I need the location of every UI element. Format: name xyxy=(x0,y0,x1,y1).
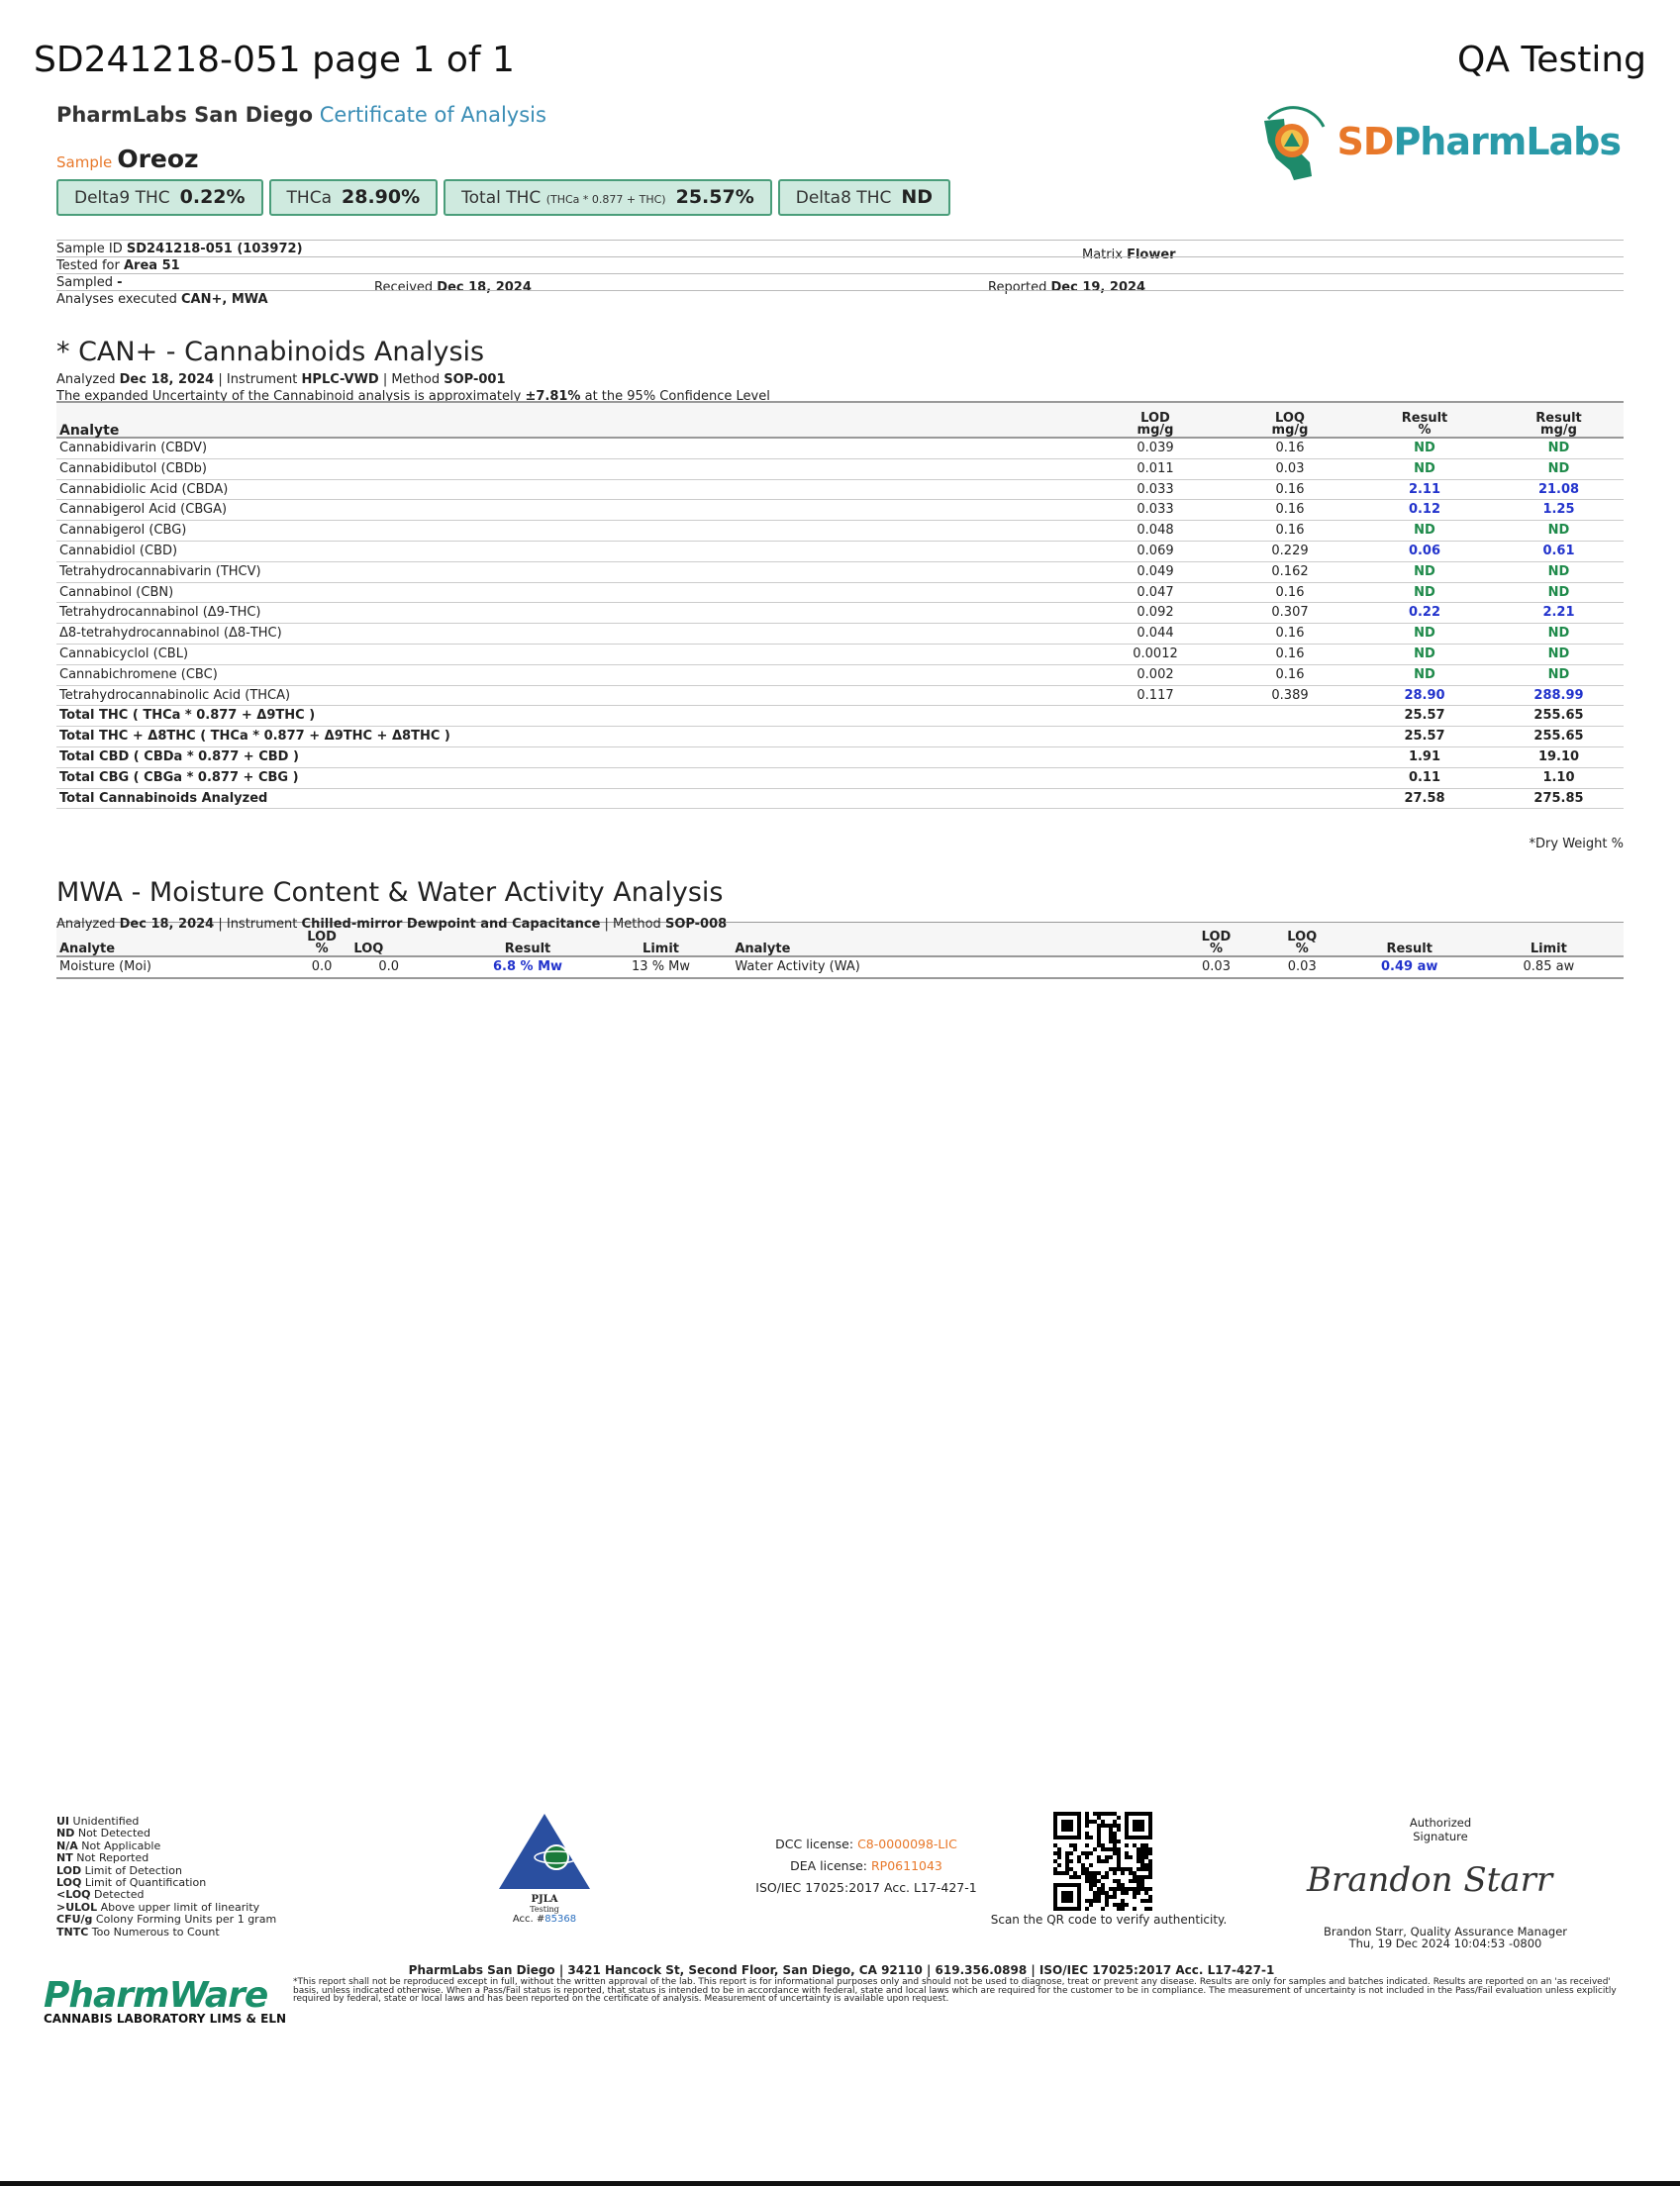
dcc-license: C8-0000098-LIC xyxy=(857,1837,957,1851)
signature-name: Brandon Starr, Quality Assurance Manager Thu, 19 Dec 2024 10:04:53 -0800 xyxy=(1323,1925,1568,1950)
total-pct: 27.58 xyxy=(1355,788,1494,809)
analyte-name: Cannabigerol (CBG) xyxy=(56,521,1086,542)
table-row xyxy=(56,458,1624,479)
col-lod: LOD mg/g xyxy=(1136,411,1174,438)
result-mg: 288.99 xyxy=(1494,685,1624,706)
analyte-name: Cannabidiolic Acid (CBDA) xyxy=(56,479,1086,500)
loq-value: 0.16 xyxy=(1225,664,1355,685)
dea-license: RP0611043 xyxy=(870,1858,942,1873)
legend-item: <LOQ Detected xyxy=(56,1888,145,1902)
mwa-header-row: Analyte LOD % LOQ Result Limit Analyte LOD % LOQ % Result Limit xyxy=(56,923,1624,956)
received-date: Dec 18, 2024 xyxy=(437,280,532,295)
result-pct: ND xyxy=(1355,644,1494,664)
loq-value: 0.16 xyxy=(1225,582,1355,603)
report-id-header: SD241218-051 page 1 of 1 xyxy=(34,40,515,80)
legend-item: UI Unidentified xyxy=(56,1815,140,1828)
analyte-name: Cannabidivarin (CBDV) xyxy=(56,438,1086,458)
col-loq: LOQ mg/g xyxy=(1271,411,1309,438)
pharmware-logo: PharmWare CANNABIS LABORATORY LIMS & ELN xyxy=(44,1975,287,2026)
can-meta: Analyzed Dec 18, 2024 | Instrument HPLC-VWD | Method SOP-001 xyxy=(56,372,506,387)
total-mg: 1.10 xyxy=(1494,767,1624,788)
table-row xyxy=(56,438,1624,458)
tested-for: Area 51 xyxy=(124,258,180,273)
qr-code[interactable] xyxy=(1053,1812,1152,1915)
loq-value: 0.03 xyxy=(1225,458,1355,479)
total-name: Total THC ( THCa * 0.877 + Δ9THC ) xyxy=(56,706,1086,727)
loq-value: 0.389 xyxy=(1225,685,1355,706)
iso-accreditation: ISO/IEC 17025:2017 Acc. L17-427-1 xyxy=(755,1880,977,1895)
total-name: Total THC + Δ8THC ( THCa * 0.877 + Δ9THC + Δ8THC ) xyxy=(56,727,1086,747)
sdpharmlabs-logo xyxy=(1250,97,1621,186)
col-result-mg: Result mg/g xyxy=(1535,411,1582,438)
result-mg: ND xyxy=(1494,561,1624,582)
signature-image xyxy=(1297,1849,1594,1913)
table-row xyxy=(56,603,1624,624)
result-mg: ND xyxy=(1494,582,1624,603)
potency-summary xyxy=(56,179,950,216)
total-row xyxy=(56,767,1624,788)
total-pct: 1.91 xyxy=(1355,746,1494,767)
total-mg: 275.85 xyxy=(1494,788,1624,809)
dry-weight-note: *Dry Weight % xyxy=(1529,837,1624,851)
result-pct: 28.90 xyxy=(1355,685,1494,706)
legend-item: >ULOL Above upper limit of linearity xyxy=(56,1900,260,1914)
result-pct: 2.11 xyxy=(1355,479,1494,500)
mwa-section-title: MWA - Moisture Content & Water Activity Analysis xyxy=(56,877,724,908)
result-pct: ND xyxy=(1355,438,1494,458)
result-mg: 21.08 xyxy=(1494,479,1624,500)
result-mg: ND xyxy=(1494,458,1624,479)
qr-caption: Scan the QR code to verify authenticity. xyxy=(990,1913,1228,1927)
analyte-name: Cannabicyclol (CBL) xyxy=(56,644,1086,664)
table-row xyxy=(56,685,1624,706)
lab-address: PharmLabs San Diego | 3421 Hancock St, Second Floor, San Diego, CA 92110 | 619.356.0898 | ISO/IEC 17025:2017 Acc. L17-427-1 xyxy=(408,1963,1275,1977)
result-pct: ND xyxy=(1355,664,1494,685)
reported-date: Dec 19, 2024 xyxy=(1050,280,1146,295)
qr-code-icon xyxy=(1053,1812,1152,1911)
result-pct: ND xyxy=(1355,458,1494,479)
matrix: Flower xyxy=(1127,248,1176,262)
lod-value: 0.0012 xyxy=(1086,644,1225,664)
california-map-icon xyxy=(1250,97,1337,186)
disclaimer: *This report shall not be reproduced except in full, without the written approval of the lab. This report is for informational purposes only and should not be used to diagnose, treat or prevent any disease. Results are only for samples and batches indicated. Results are reported on an 'as received' basis, unless indicated otherwise. When a Pass/Fail status is reported, that status is intended to be in accordance with federal, state and local laws which are required for the customer to be in compliance. The measurement of uncertainty is not included in the Pass/Fail evaluation unless explicitly required by federal, state or local laws and has been reported on the certificate of analysis. Measurement of uncertainty is available upon request. xyxy=(293,1977,1617,2004)
result-mg: ND xyxy=(1494,664,1624,685)
table-row xyxy=(56,561,1624,582)
total-name: Total CBD ( CBDa * 0.877 + CBD ) xyxy=(56,746,1086,767)
result-mg: ND xyxy=(1494,624,1624,645)
legend-item: NT Not Reported xyxy=(56,1851,149,1865)
pill-delta8: Delta8 THC ND xyxy=(778,179,950,216)
pjla-triangle-icon xyxy=(497,1812,592,1891)
total-name: Total Cannabinoids Analyzed xyxy=(56,788,1086,809)
lod-value: 0.069 xyxy=(1086,541,1225,561)
signature-label: Authorized Signature xyxy=(1409,1816,1472,1843)
table-row xyxy=(56,664,1624,685)
table-row xyxy=(56,479,1624,500)
loq-value: 0.16 xyxy=(1225,624,1355,645)
table-row xyxy=(56,582,1624,603)
total-row xyxy=(56,706,1624,727)
pill-delta9: Delta9 THC 0.22% xyxy=(56,179,263,216)
cannabinoids-table xyxy=(56,401,1624,809)
loq-value: 0.16 xyxy=(1225,438,1355,458)
license-info: DCC license: C8-0000098-LIC DEA license: RP0611043 ISO/IEC 17025:2017 Acc. L17-427-1 xyxy=(733,1834,1000,1899)
total-pct: 0.11 xyxy=(1355,767,1494,788)
total-row xyxy=(56,746,1624,767)
loq-value: 0.16 xyxy=(1225,479,1355,500)
table-row: Moisture (Moi) 0.0 0.0 6.8 % Mw 13 % Mw Water Activity (WA) 0.03 0.03 0.49 aw 0.85 aw xyxy=(56,956,1624,978)
table-row xyxy=(56,500,1624,521)
total-name: Total CBG ( CBGa * 0.877 + CBG ) xyxy=(56,767,1086,788)
pill-total-thc: Total THC (THCa * 0.877 + THC) 25.57% xyxy=(444,179,772,216)
loq-value: 0.16 xyxy=(1225,521,1355,542)
result-mg: ND xyxy=(1494,438,1624,458)
qa-testing-header: QA Testing xyxy=(1457,40,1646,80)
lod-value: 0.033 xyxy=(1086,500,1225,521)
loq-value: 0.307 xyxy=(1225,603,1355,624)
analyte-name: Δ8-tetrahydrocannabinol (Δ8-THC) xyxy=(56,624,1086,645)
analyte-name: Cannabinol (CBN) xyxy=(56,582,1086,603)
col-result-pct: Result % xyxy=(1401,411,1448,438)
sample-id: SD241218-051 (103972) xyxy=(126,242,303,256)
result-pct: 0.22 xyxy=(1355,603,1494,624)
table-row xyxy=(56,624,1624,645)
result-mg: 2.21 xyxy=(1494,603,1624,624)
analyte-name: Tetrahydrocannabinol (Δ9-THC) xyxy=(56,603,1086,624)
loq-value: 0.229 xyxy=(1225,541,1355,561)
table-row xyxy=(56,541,1624,561)
total-mg: 19.10 xyxy=(1494,746,1624,767)
svg-text:Brandon Starr: Brandon Starr xyxy=(1307,1860,1553,1900)
legend-item: ND Not Detected xyxy=(56,1827,151,1840)
analyte-name: Cannabidiol (CBD) xyxy=(56,541,1086,561)
table-row xyxy=(56,644,1624,664)
lod-value: 0.002 xyxy=(1086,664,1225,685)
table-row xyxy=(56,521,1624,542)
bottom-bar xyxy=(0,2181,1680,2186)
pill-thca: THCa 28.90% xyxy=(269,179,439,216)
lod-value: 0.117 xyxy=(1086,685,1225,706)
sample-line xyxy=(56,145,199,173)
result-pct: 0.12 xyxy=(1355,500,1494,521)
analyte-name: Tetrahydrocannabivarin (THCV) xyxy=(56,561,1086,582)
total-row xyxy=(56,727,1624,747)
result-pct: ND xyxy=(1355,582,1494,603)
result-pct: ND xyxy=(1355,624,1494,645)
lod-value: 0.092 xyxy=(1086,603,1225,624)
sample-info: Sample ID SD241218-051 (103972) Matrix Flower Tested for Area 51 Sampled - Received Dec 18, 2024 Reported Dec 19, 2024 Analyses executed CAN+, MWA xyxy=(56,240,1624,307)
result-mg: ND xyxy=(1494,644,1624,664)
analyte-name: Cannabidibutol (CBDb) xyxy=(56,458,1086,479)
sample-name: Oreoz xyxy=(117,145,199,173)
total-pct: 25.57 xyxy=(1355,727,1494,747)
total-mg: 255.65 xyxy=(1494,706,1624,727)
col-analyte: Analyte xyxy=(59,423,120,439)
total-pct: 25.57 xyxy=(1355,706,1494,727)
result-mg: 0.61 xyxy=(1494,541,1624,561)
lab-title xyxy=(56,103,546,127)
legend-item: LOQ Limit of Quantification xyxy=(56,1876,207,1890)
legend-item: CFU/g Colony Forming Units per 1 gram xyxy=(56,1913,277,1927)
lod-value: 0.047 xyxy=(1086,582,1225,603)
lod-value: 0.048 xyxy=(1086,521,1225,542)
can-uncertainty: The expanded Uncertainty of the Cannabinoid analysis is approximately ±7.81% at the 95% Confidence Level xyxy=(56,389,770,404)
legend-item: LOD Limit of Detection xyxy=(56,1863,182,1877)
legend-item: N/A Not Applicable xyxy=(56,1838,161,1852)
can-section-title: * CAN+ - Cannabinoids Analysis xyxy=(56,337,485,367)
lod-value: 0.033 xyxy=(1086,479,1225,500)
logo-text: SDPharmLabs xyxy=(1336,120,1621,163)
result-pct: 0.06 xyxy=(1355,541,1494,561)
result-mg: 1.25 xyxy=(1494,500,1624,521)
legend-item: TNTC Too Numerous to Count xyxy=(56,1925,220,1938)
analyte-name: Cannabichromene (CBC) xyxy=(56,664,1086,685)
document-type: Certificate of Analysis xyxy=(319,103,546,127)
lab-name: PharmLabs San Diego xyxy=(56,103,314,127)
mwa-meta: Analyzed Dec 18, 2024 | Instrument Chilled-mirror Dewpoint and Capacitance | Method SOP-008 xyxy=(56,917,728,932)
total-row xyxy=(56,788,1624,809)
analyte-name: Cannabigerol Acid (CBGA) xyxy=(56,500,1086,521)
result-pct: ND xyxy=(1355,521,1494,542)
lod-value: 0.044 xyxy=(1086,624,1225,645)
table-header-row xyxy=(56,402,1624,438)
lod-value: 0.039 xyxy=(1086,438,1225,458)
lod-value: 0.049 xyxy=(1086,561,1225,582)
loq-value: 0.16 xyxy=(1225,500,1355,521)
analyses-executed: CAN+, MWA xyxy=(181,292,268,307)
loq-value: 0.16 xyxy=(1225,644,1355,664)
abbreviation-legend xyxy=(56,1816,276,1938)
result-mg: ND xyxy=(1494,521,1624,542)
sample-label: Sample xyxy=(56,153,113,171)
lod-value: 0.011 xyxy=(1086,458,1225,479)
pjla-badge: PJLA Testing Acc. #85368 xyxy=(495,1812,594,1925)
total-mg: 255.65 xyxy=(1494,727,1624,747)
pjla-accreditation: Acc. #85368 xyxy=(512,1914,577,1925)
loq-value: 0.162 xyxy=(1225,561,1355,582)
result-pct: ND xyxy=(1355,561,1494,582)
analyte-name: Tetrahydrocannabinolic Acid (THCA) xyxy=(56,685,1086,706)
